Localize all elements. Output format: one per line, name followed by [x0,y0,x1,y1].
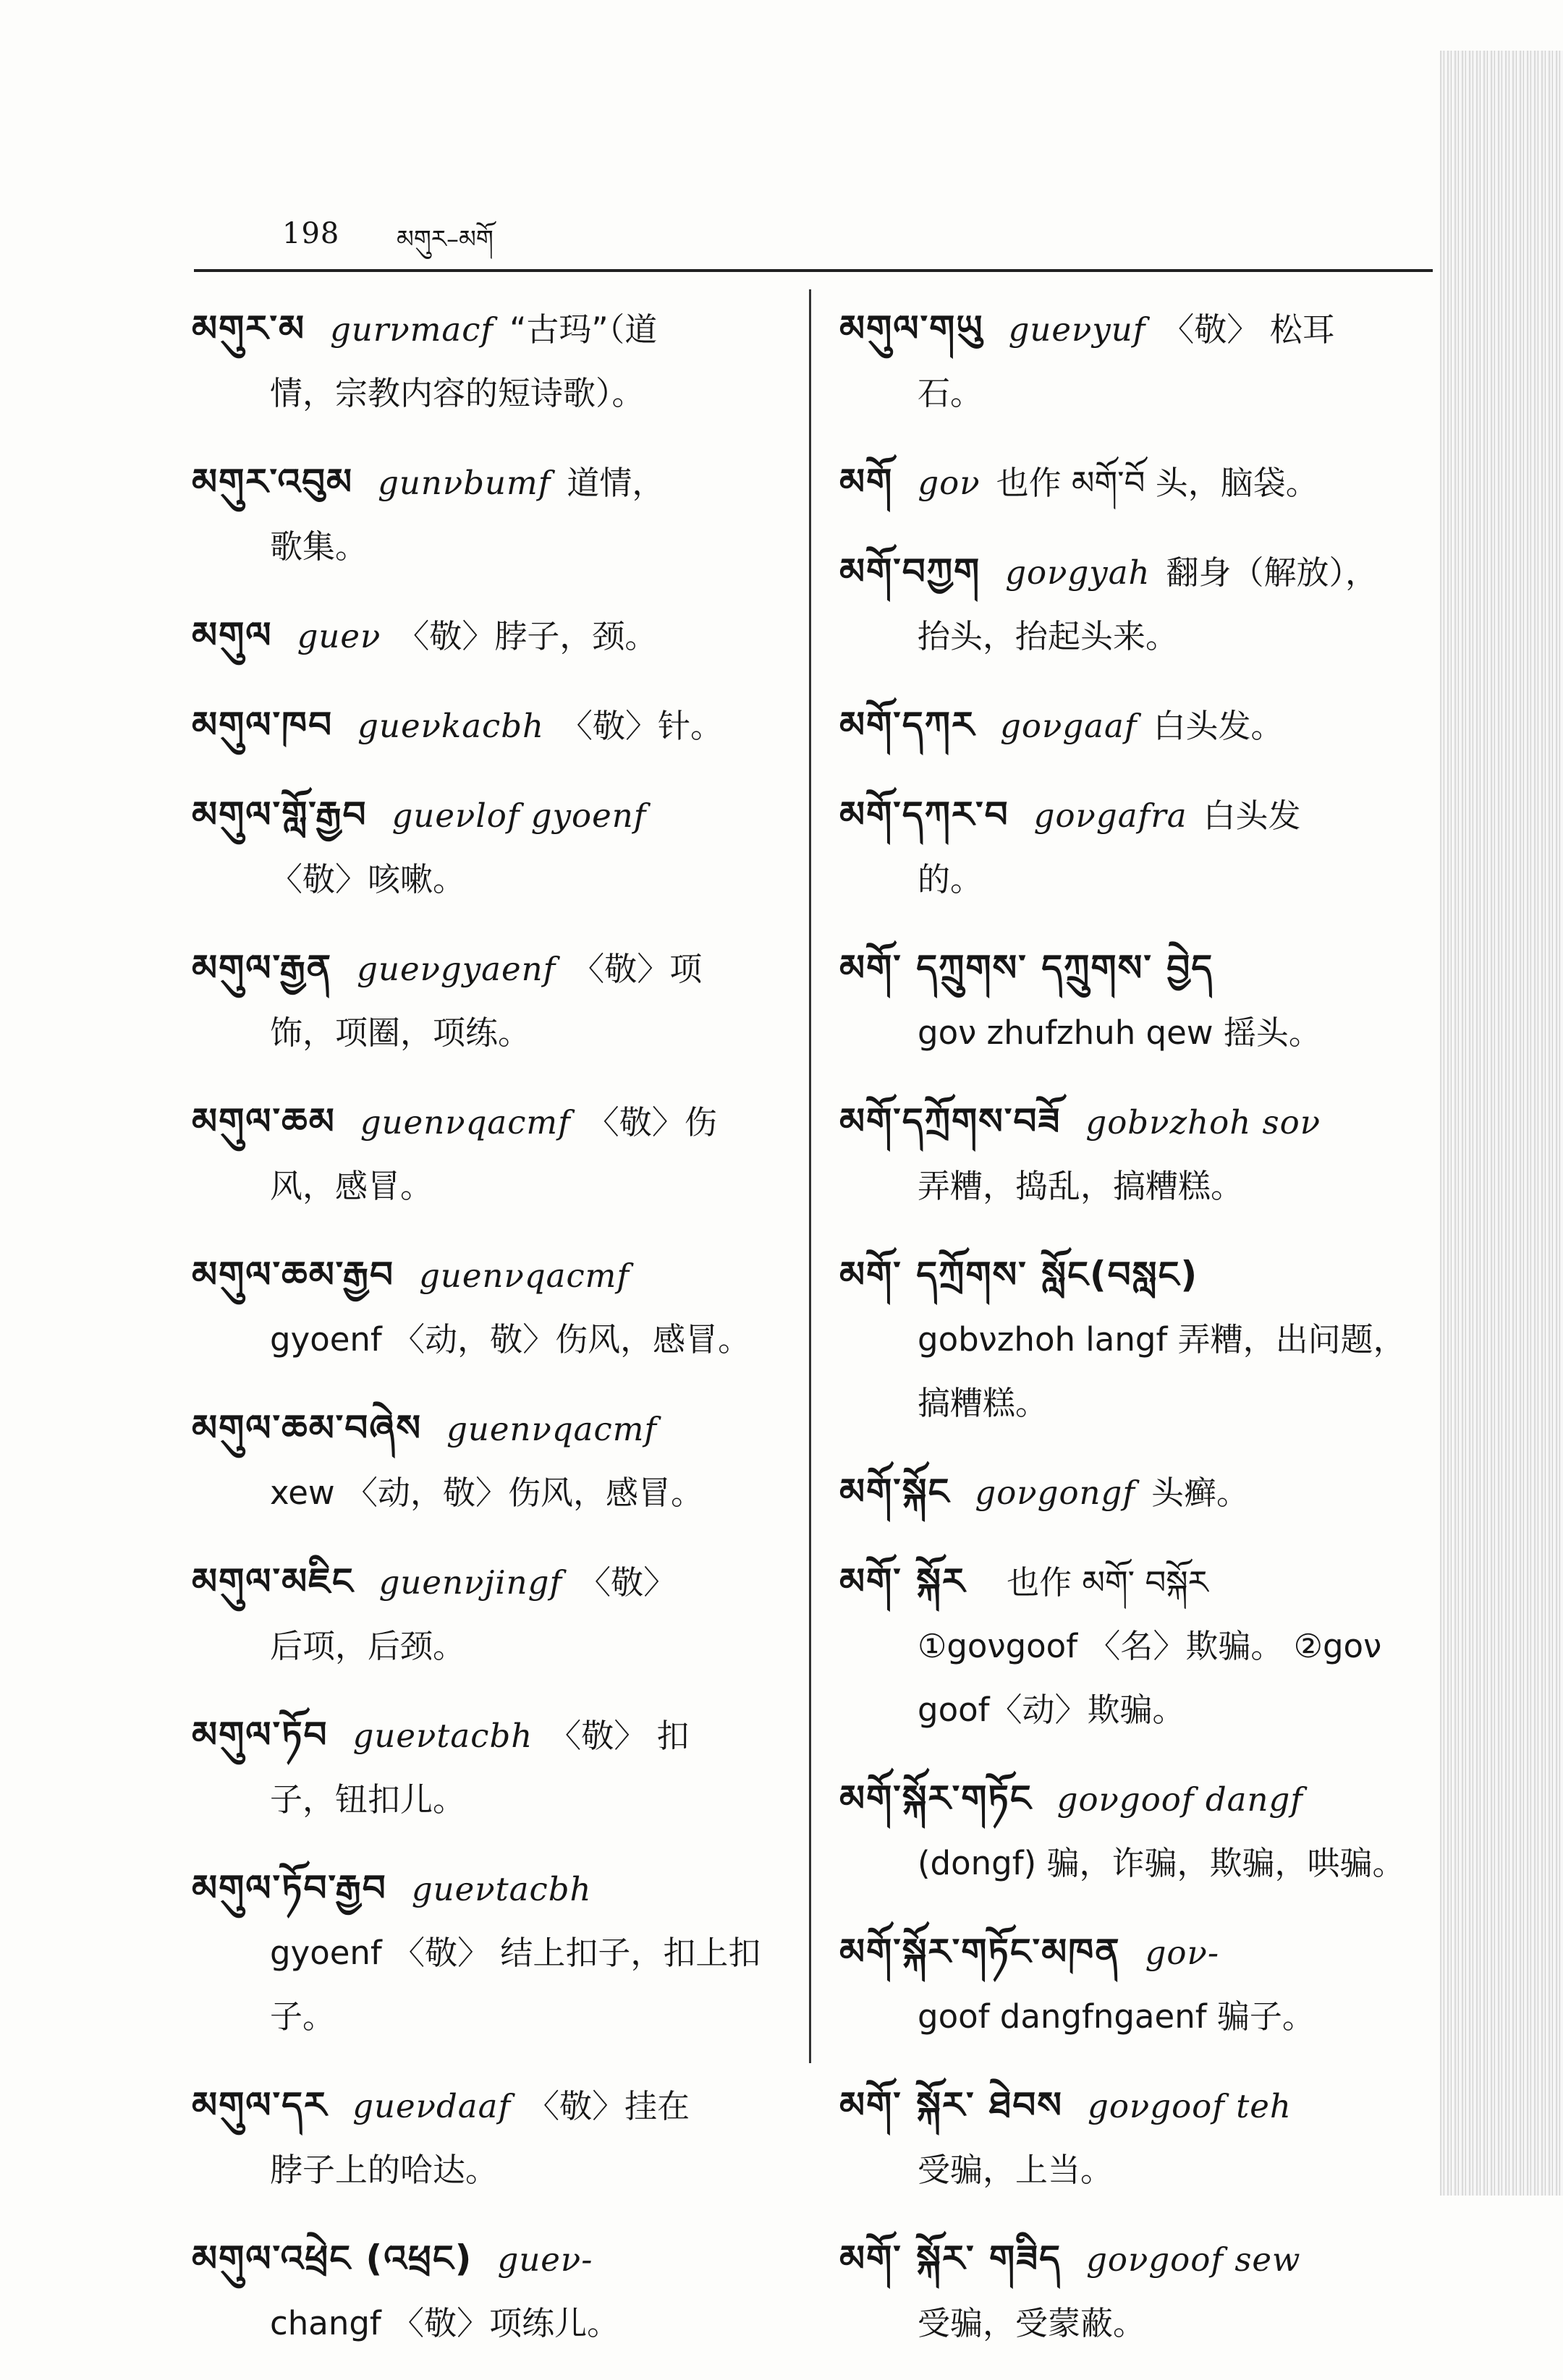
headword: མགོ་སྐོར་གཏོང་མཁན [839,1931,1121,1973]
romanization: gueνdaaf [352,2087,512,2125]
romanization: goνgoof dangf [1056,1780,1303,1819]
romanization: goν- [1145,1934,1220,1972]
dictionary-entry [192,1089,792,1218]
dictionary-entry [839,1767,1433,1895]
dictionary-entry [192,1243,792,1372]
gloss-continuation: goof dangfngaenf 骗子。 [918,1997,1315,2036]
romanization: gueνlof gyoenf [391,796,647,835]
romanization: gueνtacbh [352,1717,533,1755]
romanization: guenνqacmf [419,1257,630,1295]
dictionary-entry [839,2227,1433,2355]
gloss-continuation: 后项，后颈。 [270,1627,466,1665]
romanization: gobνzhoh soν [1085,1103,1321,1142]
headword: མགུར་འབུམ [192,461,354,503]
headword: མགུལ་ཏོབ་རྒྱབ [192,1867,387,1909]
romanization: gueνkacbh [357,707,545,745]
dictionary-entry [839,540,1433,668]
romanization: gurνmacf [330,310,494,349]
gloss: 〈敬〉 松耳 [1161,310,1335,349]
romanization: gueν [297,617,381,655]
gloss-continuation: goν zhufzhuh qew 摇头。 [918,1013,1321,1052]
gloss: 〈敬〉挂在 [527,2087,690,2125]
romanization: goνgongf [975,1474,1136,1512]
right-column [839,297,1433,2380]
gloss: 白头发。 [1153,707,1284,745]
gloss: 头癣。 [1151,1474,1250,1512]
headword: མགོ་སྐོང [839,1471,951,1513]
gloss-continuation: gobνzhoh langf 弄糟，出问题，搞糟糕。 [918,1320,1406,1422]
headword: མགོ་དཀར [839,704,976,746]
headword: མགུལ་ཁབ [192,704,334,746]
gloss: 〈敬〉 扣 [548,1717,690,1755]
headword: མགུལ་འཕྲེང (འཕྲང) [192,2237,473,2279]
running-head: མགུར–མགོ [397,225,494,254]
gloss-continuation: gyoenf 〈动，敬〉伤风，感冒。 [270,1320,751,1359]
dictionary-entry [192,2227,792,2355]
romanization: gueνgyaenf [357,950,556,988]
headword: མགུལ་ཏོབ [192,1714,329,1756]
headword: མགུལ་ཆམ་རྒྱབ [192,1254,395,1296]
gloss: 〈敬〉伤 [586,1103,717,1142]
dictionary-entry [192,783,792,911]
gloss-continuation: 脖子上的哈达。 [270,2151,499,2189]
romanization: guenνqacmf [360,1103,571,1142]
dictionary-entry [192,1550,792,1678]
dictionary-entry [192,603,792,668]
headword: མགུལ་གཡུ [839,307,984,349]
gloss: 翻身（解放）， [1166,553,1378,592]
dictionary-entry [839,450,1433,515]
headword: མགུལ་རྒྱན [192,947,333,989]
dictionary-entry [839,783,1433,911]
dictionary-entry [839,693,1433,758]
column-divider [809,289,811,2063]
gloss-continuation: ①goνgoof 〈名〉欺骗。 ②goν goof〈动〉欺骗。 [918,1627,1382,1729]
dictionary-entry [192,936,792,1065]
headword: མགོ་ སྐོར་ གཟིད [839,2237,1062,2279]
dictionary-entry [192,693,792,758]
dictionary-entry [839,297,1433,425]
dictionary-entry [192,1856,792,2049]
page-edge-shading [1440,51,1563,2196]
romanization: gueνyuf [1008,310,1146,349]
gloss-continuation: (dongf) 骗，诈骗，欺骗，哄骗。 [918,1844,1405,1882]
dictionary-entry [192,297,792,425]
gloss: 〈敬〉 [578,1563,677,1602]
romanization: goνgaaf [1000,707,1138,745]
dictionary-entry [839,936,1433,1065]
gloss-continuation: 风，感冒。 [270,1167,433,1205]
gloss: 〈敬〉针。 [560,707,724,745]
gloss: 〈敬〉脖子，颈。 [397,617,658,655]
dictionary-entry [192,1396,792,1525]
gloss-continuation: 受骗，上当。 [918,2151,1114,2189]
gloss: 白头发 [1203,796,1301,835]
gloss-continuation: 饰，项圈，项练。 [270,1013,531,1052]
romanization: goνgoof sew [1086,2240,1301,2279]
headword: མགོ་ སྐོར་ ཐེབས [839,2084,1064,2126]
romanization: gunνbumf [378,464,551,502]
gloss: 道情， [567,464,665,502]
page-number: 198 [282,217,340,250]
dictionary-entry [192,2073,792,2202]
header-rule [194,269,1433,272]
headword: མགུལ་མཇིང [192,1560,355,1602]
gloss-continuation: 抬头，抬起头来。 [918,617,1179,655]
gloss-continuation: 〈敬〉咳嗽。 [270,860,466,898]
headword: མགོ་དཀྲོགས་བཟོ [839,1100,1062,1142]
gloss-continuation: xew 〈动，敬〉伤风，感冒。 [270,1474,704,1512]
gloss-continuation: 情，宗教内容的短诗歌）。 [270,374,645,412]
gloss-continuation: changf 〈敬〉项练儿。 [270,2304,620,2342]
gloss: 〈敬〉项 [572,950,703,988]
romanization: goνgafra [1033,796,1187,835]
dictionary-entry [839,1550,1433,1742]
romanization: guenνjingf [378,1563,563,1602]
headword: མགོ་ དཀྲོགས་ སློང(བསླང) [839,1254,1199,1296]
gloss: 也作 མགོ་ བསྐོར [1007,1563,1208,1602]
romanization: gueνtacbh [411,1870,592,1908]
headword: མགུལ [192,614,273,656]
headword: མགུར་མ [192,307,306,349]
romanization: gueν- [497,2240,593,2279]
dictionary-entry [839,1243,1433,1435]
gloss-continuation: 石。 [918,374,983,412]
left-column [192,297,792,2380]
dictionary-entry [192,1703,792,1832]
gloss-continuation: 子，钮扣儿。 [270,1780,466,1819]
romanization: goν [918,464,980,502]
gloss: “古玛”（道 [509,310,658,349]
romanization: goνgoof teh [1088,2087,1292,2125]
headword: མགོ་དཀར་བ [839,794,1009,836]
headword: མགུལ་ཆམ [192,1100,336,1142]
headword: མགོ་སྐོར་གཏོང [839,1777,1033,1819]
headword: མགུལ་དར [192,2084,329,2126]
romanization: goνgyah [1005,553,1151,592]
headword: མགུལ་གློ་རྒྱབ [192,794,368,836]
dictionary-entry [192,450,792,579]
romanization: guenνqacmf [446,1410,658,1448]
gloss-continuation: gyoenf 〈敬〉 结上扣子，扣上扣子。 [270,1934,761,2036]
headword: མགོ་ དཀྲུགས་ དཀྲུགས་ བྱེད [839,947,1214,989]
headword: མགུལ་ཆམ་བཞེས [192,1407,423,1449]
gloss-continuation: 受骗，受蒙蔽。 [918,2304,1146,2342]
headword: མགོ་བཀྱག [839,551,981,592]
gloss-continuation: 的。 [918,860,983,898]
dictionary-entry [839,1460,1433,1525]
dictionary-entry [839,1920,1433,2049]
headword: མགོ་ སྐོར [839,1560,967,1602]
dictionary-entry [839,2073,1433,2202]
gloss-continuation: 弄糟，捣乱，搞糟糕。 [918,1167,1244,1205]
gloss: 也作 མགོ་བོ 头，脑袋。 [996,464,1318,502]
headword: མགོ [839,461,894,503]
dictionary-entry [839,1089,1433,1218]
gloss-continuation: 歌集。 [270,527,368,566]
